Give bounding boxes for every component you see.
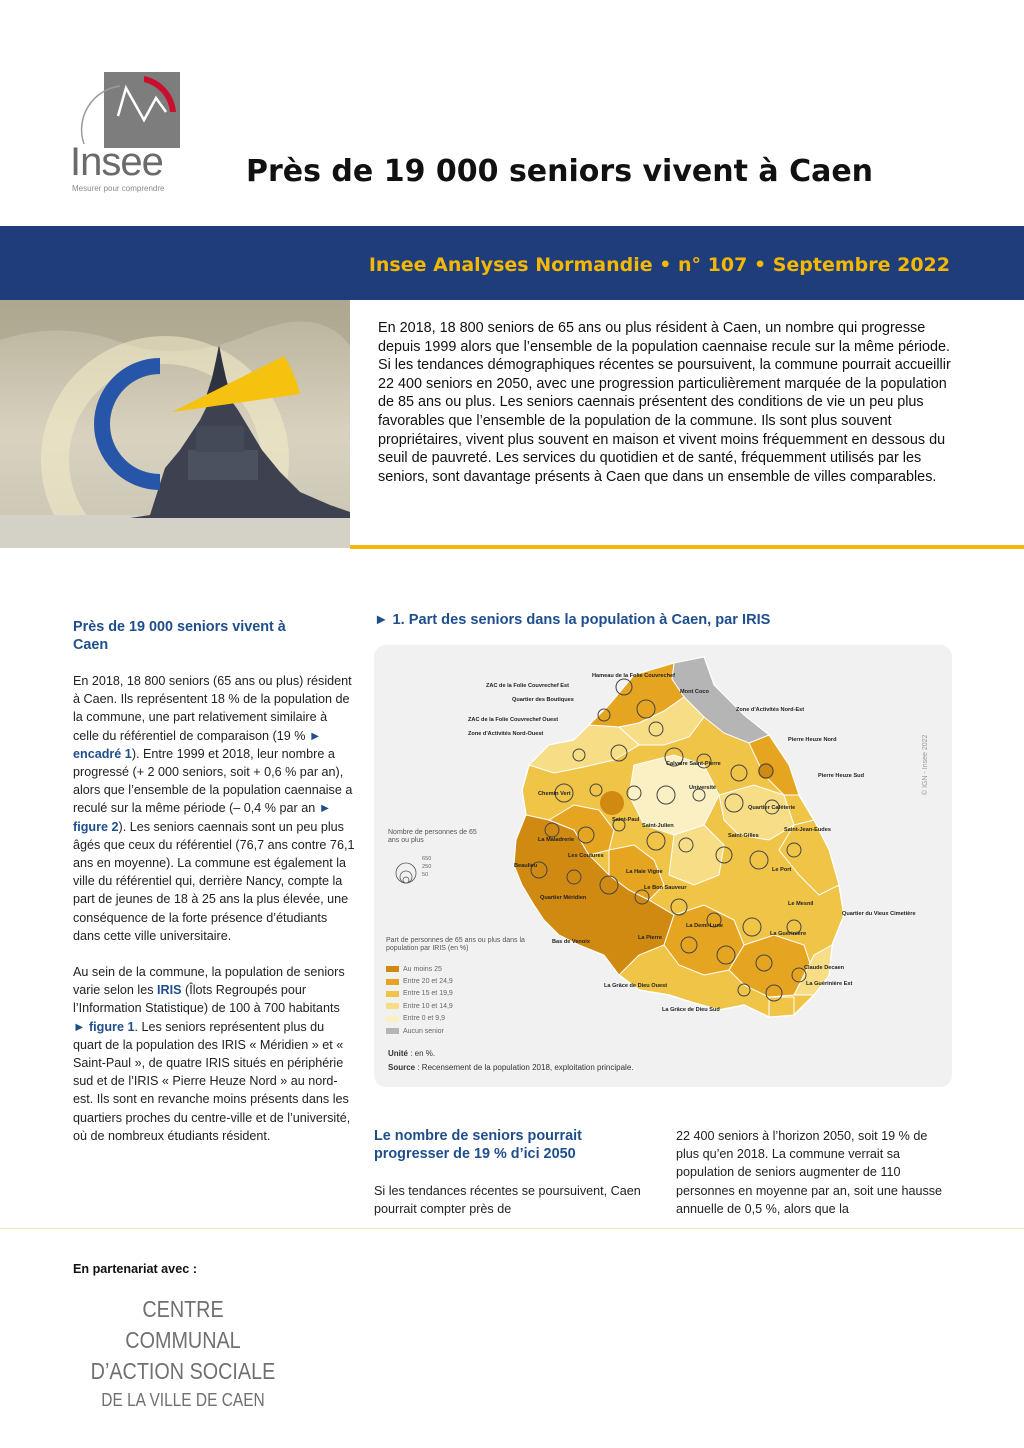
map-label: Saint-Jean-Eudes bbox=[784, 827, 831, 833]
map-label: Les Coutures bbox=[568, 853, 604, 859]
section1-paragraph-2 bbox=[73, 963, 355, 1145]
legend-item bbox=[386, 988, 453, 1000]
figure1-map bbox=[374, 645, 952, 1087]
map-label: Zone d'Activités Nord-Est bbox=[736, 707, 805, 713]
map-label: Pierre Heuze Nord bbox=[788, 737, 837, 743]
logo-tagline: Mesurer pour comprendre bbox=[72, 184, 165, 193]
map-label: La Haie Vigne bbox=[626, 869, 663, 875]
link-figure-1[interactable]: ► figure 1 bbox=[73, 1019, 135, 1034]
map-label: Quartier des Boutiques bbox=[512, 697, 574, 703]
section2-title: Le nombre de seniors pourrait progresser de 19 % d’ici 2050 bbox=[374, 1128, 582, 1162]
ccas-line-3: DE LA VILLE DE CAEN bbox=[101, 1390, 265, 1410]
publication-band bbox=[0, 226, 1024, 300]
legend-item bbox=[386, 975, 453, 987]
map-label: Beaulieu bbox=[514, 863, 538, 869]
legend-title: Part de personnes de 65 ans ou plus dans la population par IRIS (en %) bbox=[386, 937, 525, 952]
map-label: Le Bon Sauveur bbox=[644, 885, 687, 891]
map-label: Pierre Heuze Sud bbox=[818, 773, 865, 779]
map-label: La Demi-Lune bbox=[686, 923, 723, 929]
text-run: Au sein de la commune, la population de seniors varie selon les bbox=[73, 965, 345, 998]
unit-label: Unité bbox=[388, 1049, 408, 1058]
ccas-line-1: CENTRE COMMUNAL bbox=[125, 1296, 241, 1353]
legend-swatch bbox=[386, 979, 399, 985]
legend-item bbox=[386, 1013, 453, 1025]
legend-item bbox=[386, 1000, 453, 1012]
logo-wordmark: Insee bbox=[70, 140, 163, 184]
map-label: ZAC de la Folie Couvrechef Ouest bbox=[468, 717, 559, 723]
map-label: La Grâce de Dieu Sud bbox=[662, 1007, 720, 1013]
insee-logo bbox=[70, 72, 190, 197]
section1-body bbox=[73, 672, 355, 1163]
map-label: Calvaire Saint-Pierre bbox=[666, 761, 721, 767]
link-figure-2[interactable]: ► figure 2 bbox=[73, 801, 332, 834]
ccas-logo bbox=[73, 1294, 293, 1413]
page-title: Près de 19 000 seniors vivent à Caen bbox=[246, 154, 874, 189]
text-run: En 2018, 18 800 seniors (65 ans ou plus) résident à Caen. Ils représentent 18 % de la population de la commune, une part relativement similaire à celle du référentiel de comparaison (19 % bbox=[73, 674, 352, 743]
hero-image bbox=[0, 300, 350, 548]
map-label: La Grâce de Dieu Ouest bbox=[604, 983, 668, 989]
map-label: Université bbox=[689, 785, 717, 791]
legend-swatch bbox=[386, 991, 399, 997]
bubble-value: 650 bbox=[422, 856, 432, 862]
text-run: ). Entre 1999 et 2018, leur nombre a progressé (+ 2 000 seniors, soit + 0,6 % par an), alors que l’ensemble de la population caennaise a reculé sur la même période (– 0,4 % par an bbox=[73, 746, 353, 816]
legend-label: Au moins 25 bbox=[403, 965, 442, 973]
section1-title: Près de 19 000 seniors vivent à Caen bbox=[73, 619, 286, 653]
map-label: Quartier du Vieux Cimetière bbox=[842, 911, 916, 917]
text-run: ). Les seniors caennais sont un peu plus âgés que ceux du référentiel (76,7 ans contre 76,1 ans en moyenne). La commune est également la ville du référentiel qui, derrière Nancy, compte la part de jeunes de 18 à 25 ans la plus élevée, une conséquence de la forte présence d’étudiants dans cette ville universitaire. bbox=[73, 819, 355, 943]
bubble-value: 50 bbox=[422, 872, 429, 878]
partner-label: En partenariat avec : bbox=[73, 1262, 197, 1276]
summary-text: En 2018, 18 800 seniors de 65 ans ou plus résident à Caen, un nombre qui progresse depuis 1999 alors que l’ensemble de la population caennaise recule sur la même période. Si les tendances démographiques récentes se poursuivent, la commune pourrait accueillir 22 400 seniors en 2050, avec une progression particulièrement marquée de la population de 85 ans ou plus. Les seniors caennais présentent des conditions de vie un peu plus favorables que l’ensemble de la population de la commune. Ils sont plus souvent propriétaires, vivent plus souvent en maison et vivent moins fréquemment en dessous du seuil de pauvreté. Les services du quotidien et de santé, fréquemment utilisés par les seniors, sont davantage présents à Caen que dans un ensemble de villes comparables. bbox=[378, 320, 951, 485]
link-iris[interactable]: IRIS bbox=[157, 983, 182, 998]
section2-paragraph-2: 22 400 seniors à l’horizon 2050, soit 19 % de plus qu’en 2018. La commune verrait sa population de seniors augmenter de 110 personnes en moyenne par an, soit une hausse annuelle de 0,5 %, alors que la bbox=[676, 1129, 943, 1216]
legend-swatch bbox=[386, 966, 399, 972]
map-label: Bas de Venoix bbox=[552, 939, 590, 945]
source-value: : Recensement de la population 2018, exploitation principale. bbox=[415, 1063, 634, 1072]
bubble-legend-title: Nombre de personnes de 65 ans ou plus bbox=[388, 829, 477, 844]
legend-label: Entre 10 et 14,9 bbox=[403, 1002, 453, 1010]
legend-label: Entre 20 et 24,9 bbox=[403, 978, 453, 986]
link-encadre-1[interactable]: ► encadré 1 bbox=[73, 728, 322, 761]
map-label: Saint-Julien bbox=[642, 823, 674, 829]
legend bbox=[386, 963, 453, 1037]
caen-map bbox=[374, 645, 952, 1087]
legend-label: Entre 0 et 9,9 bbox=[403, 1015, 446, 1023]
map-label: Saint-Paul bbox=[612, 817, 640, 823]
map-label: Le Port bbox=[772, 867, 792, 873]
map-credit: © IGN - Insee 2022 bbox=[922, 734, 929, 795]
map-label: La Guérinière Est bbox=[806, 981, 853, 987]
map-label: Le Mesnil bbox=[788, 901, 814, 907]
map-label: La Maladrerie bbox=[538, 837, 575, 843]
bubble-value: 250 bbox=[422, 864, 432, 870]
source-label: Source bbox=[388, 1063, 416, 1072]
figure1-title: ► 1. Part des seniors dans la population à Caen, par IRIS bbox=[374, 612, 771, 628]
section2-paragraph-1: Si les tendances récentes se poursuivent, Caen pourrait compter près de bbox=[374, 1184, 641, 1217]
map-label: La Guérinière bbox=[770, 931, 807, 937]
figure-source bbox=[388, 1063, 634, 1072]
legend-label: Aucun senior bbox=[403, 1027, 444, 1035]
map-label: Mont Coco bbox=[680, 689, 709, 695]
ccas-line-2: D’ACTION SOCIALE bbox=[90, 1358, 276, 1384]
map-label: Hameau de la Folie Couvrechef bbox=[592, 673, 675, 679]
legend-swatch bbox=[386, 1016, 399, 1022]
publication-info: Insee Analyses Normandie • n° 107 • Septembre 2022 bbox=[368, 254, 950, 276]
legend-label: Entre 15 et 19,9 bbox=[403, 990, 453, 998]
footer-divider bbox=[0, 1228, 1024, 1229]
map-label: Zone d'Activités Nord-Ouest bbox=[468, 731, 544, 737]
map-label: Saint-Gilles bbox=[728, 833, 759, 839]
unit-value: : en %. bbox=[408, 1049, 436, 1058]
map-label: Quartier Méridien bbox=[540, 895, 587, 901]
legend-item bbox=[386, 963, 453, 975]
legend-swatch bbox=[386, 1028, 399, 1034]
text-run: (Îlots Regroupés pour l’Information Statistique) de 100 à 700 habitants bbox=[73, 983, 340, 1016]
figure-unit bbox=[388, 1049, 435, 1058]
map-label: La Pierre bbox=[638, 935, 662, 941]
map-label: Claude Decaen bbox=[804, 965, 845, 971]
section1-paragraph-1 bbox=[73, 672, 355, 945]
map-label: Quartier Caféterie bbox=[748, 805, 796, 811]
text-run: . Les seniors représentent plus du quart de la population des IRIS « Méridien » et « Saint-Paul », de quatre IRIS situés en périphérie sud et de l’IRIS « Pierre Heuze Nord » au nord-est. Ils sont en revanche moins présents dans les quartiers proches du centre-ville et de l’université, où de nombreux étudiants résident. bbox=[73, 1019, 351, 1143]
legend-swatch bbox=[386, 1003, 399, 1009]
map-label: Chemin Vert bbox=[538, 791, 571, 797]
map-label: ZAC de la Folie Couvrechef Est bbox=[486, 683, 569, 689]
legend-item bbox=[386, 1025, 453, 1037]
hero-divider bbox=[350, 545, 1024, 549]
